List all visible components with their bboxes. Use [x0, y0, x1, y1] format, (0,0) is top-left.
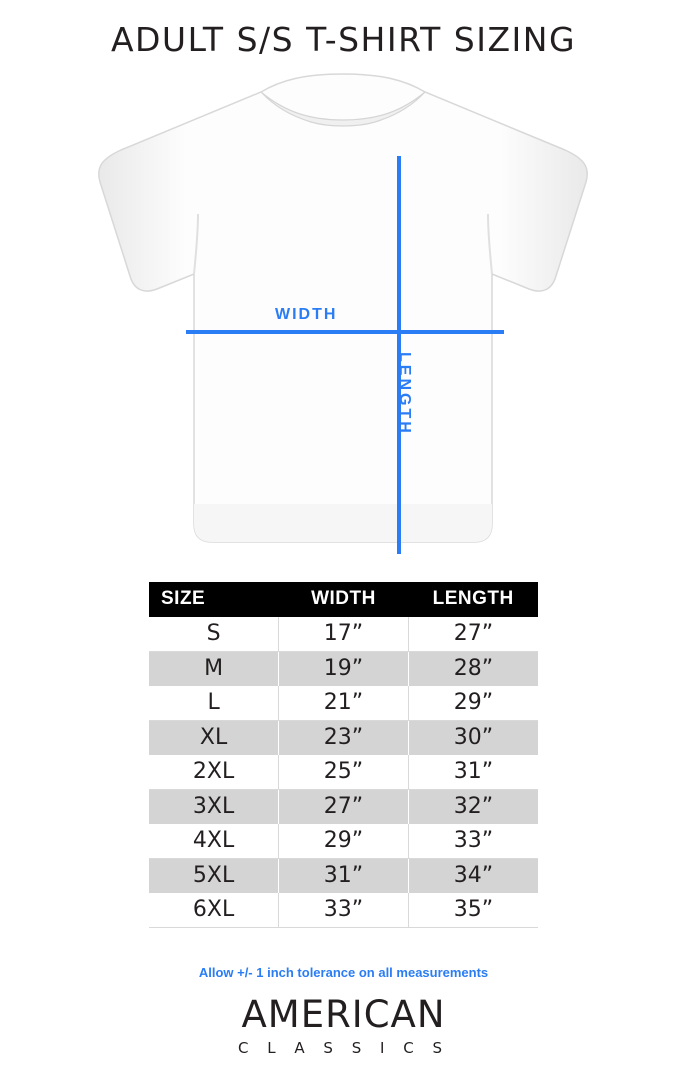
cell-width: 23”: [279, 721, 409, 756]
brand-logo: [0, 993, 687, 1057]
page-title: ADULT S/S T-SHIRT SIZING: [110, 20, 577, 59]
cell-width: 29”: [279, 824, 409, 859]
brand-subtitle: C L A S S I C S: [238, 1039, 449, 1057]
cell-width: 33”: [279, 893, 409, 928]
cell-width: 19”: [279, 652, 409, 687]
tshirt-illustration: [0, 64, 687, 554]
cell-size: 5XL: [149, 859, 279, 894]
cell-size: XL: [149, 721, 279, 756]
cell-length: 30”: [408, 721, 538, 756]
table-row: [149, 617, 538, 652]
size-table: [149, 582, 538, 928]
column-header-size: SIZE: [149, 582, 279, 617]
cell-length: 34”: [408, 859, 538, 894]
table-row: [149, 652, 538, 687]
cell-length: 29”: [408, 686, 538, 721]
cell-width: 31”: [279, 859, 409, 894]
cell-width: 21”: [279, 686, 409, 721]
cell-length: 28”: [408, 652, 538, 687]
width-label: WIDTH: [275, 306, 338, 324]
length-label: LENGTH: [396, 352, 413, 437]
cell-size: 6XL: [149, 893, 279, 928]
table-row: [149, 721, 538, 756]
table-row: [149, 790, 538, 825]
table-row: [149, 893, 538, 928]
cell-length: 33”: [408, 824, 538, 859]
cell-length: 27”: [408, 617, 538, 652]
table-header-row: [149, 582, 538, 617]
shirt-diagram: [0, 64, 687, 554]
cell-size: 4XL: [149, 824, 279, 859]
column-header-width: WIDTH: [279, 582, 409, 617]
cell-length: 35”: [408, 893, 538, 928]
table-row: [149, 755, 538, 790]
cell-width: 27”: [279, 790, 409, 825]
cell-size: 3XL: [149, 790, 279, 825]
table-row: [149, 824, 538, 859]
cell-length: 31”: [408, 755, 538, 790]
cell-size: 2XL: [149, 755, 279, 790]
column-header-length: LENGTH: [408, 582, 538, 617]
cell-size: L: [149, 686, 279, 721]
cell-width: 17”: [279, 617, 409, 652]
table-row: [149, 686, 538, 721]
cell-size: S: [149, 617, 279, 652]
brand-name: AMERICAN: [241, 993, 446, 1036]
cell-width: 25”: [279, 755, 409, 790]
size-table-container: [149, 582, 538, 928]
cell-length: 32”: [408, 790, 538, 825]
tolerance-note: Allow +/- 1 inch tolerance on all measurements: [198, 965, 489, 980]
cell-size: M: [149, 652, 279, 687]
table-row: [149, 859, 538, 894]
